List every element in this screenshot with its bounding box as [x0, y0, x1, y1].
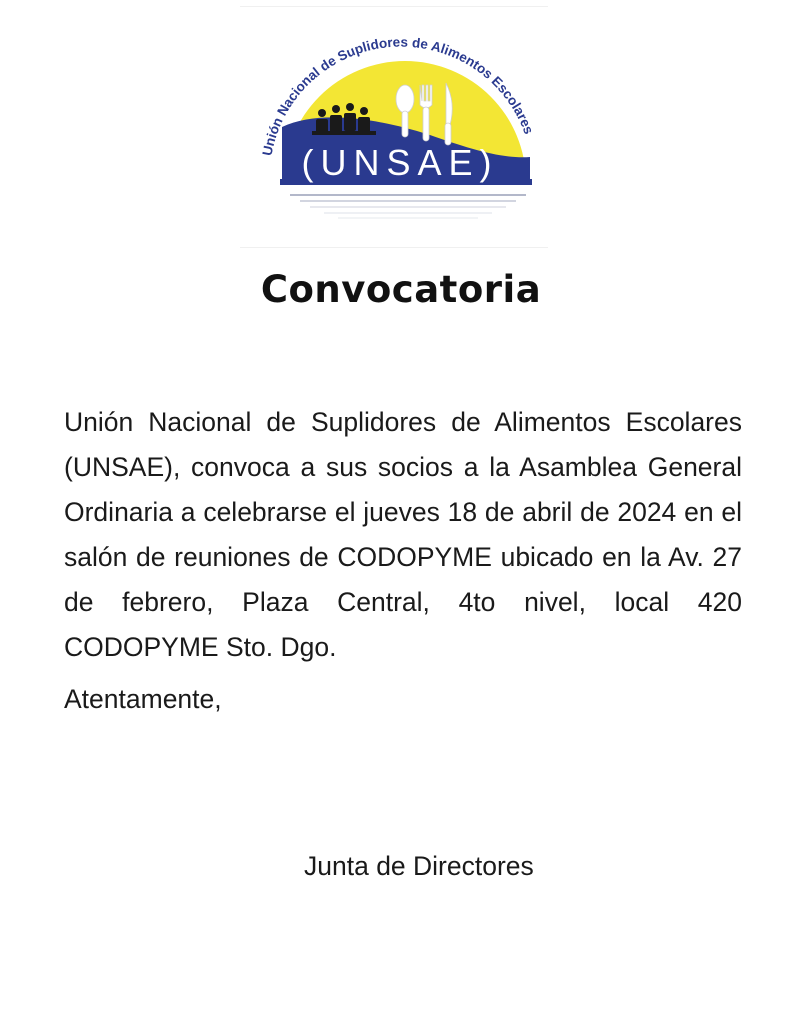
unsae-logo: [240, 6, 548, 248]
logo-acronym: (UNSAE): [301, 142, 499, 183]
document-title: Convocatoria: [260, 268, 542, 311]
logo-arc-text: Unión Nacional de Suplidores de Alimentos Escolares: [259, 34, 537, 157]
unsae-logo-graphic: [240, 7, 548, 247]
closing-text: Atentamente,: [64, 684, 222, 714]
document-body: Unión Nacional de Suplidores de Alimentos Escolares (UNSAE), convoca a sus socios a la Asamblea General Ordinaria a celebrarse el jueves 18 de abril de 2024 en el salón de reuniones de CODOPYME ubicado en la Av. 27 de febrero, Plaza Central, 4to nivel, local 420 CODOPYME Sto. Dgo.: [64, 407, 742, 662]
signature-text: Junta de Directores: [304, 851, 534, 881]
